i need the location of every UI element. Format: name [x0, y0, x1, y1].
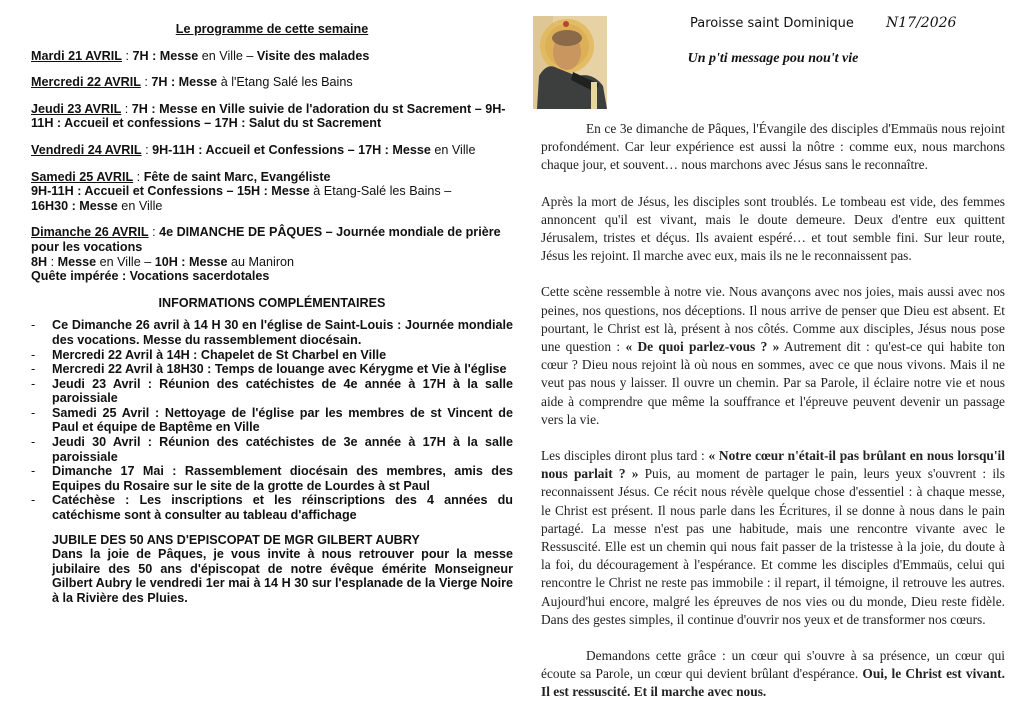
jubilee-title: JUBILE DES 50 ANS D'EPISCOPAT DE MGR GILBERT AUBRY: [52, 532, 420, 547]
text: Demandons cette grâce : un cœur qui s'ouvre à sa présence, un cœur qui écoute sa Parole, un cœur qui devient brûlant d'espérance.: [541, 648, 1005, 682]
info-item-text: Mercredi 22 Avril à 14H : Chapelet de St Charbel en Ville: [52, 347, 387, 362]
text: en Ville: [430, 142, 476, 157]
message-subtitle: Un p'ti message pou nou't vie: [687, 51, 859, 66]
info-item: [31, 348, 513, 363]
day-schedule-item: [31, 102, 513, 131]
bold-text: Oui, le Christ est vivant. Il est ressuscité. Et il marche avec nous.: [541, 666, 1005, 700]
text: :: [47, 254, 58, 269]
info-item: [31, 464, 513, 493]
jubilee-text: Dans la joie de Pâques, je vous invite à nous retrouver pour la messe jubilaire des 50 ans d'épiscopat de notre évêque émérite Monseigneur Gilbert Aubry le vendredi 1er mai à 14 H 30 sur l'esplanade de la Vierge Noire à la Rivière des Pluies.: [52, 547, 513, 605]
day-schedule-item: [31, 49, 513, 64]
bullet-dash: -: [31, 493, 36, 508]
text: à l'Etang Salé les Bains: [217, 75, 353, 90]
bold-text: 16H30 : Messe: [31, 198, 118, 213]
text: Autrement dit : qu'est-ce qui habite ton cœur ? Dieu nous rejoint là où nous en sommes, avec ce que nous vivons. Mais il ne veut pas nous y laisser. Il ouvre un chemin. Par sa Parole, il éclaire notre vie et nous aide à comprendre que même la souffrance et l'épreuve peuvent devenir un passage vers la vie.: [541, 339, 1006, 427]
info-item: [31, 362, 513, 377]
bold-text: Messe: [57, 254, 97, 269]
day-date: Dimanche 26 AVRIL: [31, 225, 149, 240]
bold-text: 8H: [31, 254, 48, 269]
bullet-dash: -: [31, 405, 36, 420]
info-item-text: Jeudi 30 Avril : Réunion des catéchistes de 3e année à 17H à la salle paroissiale: [52, 435, 513, 464]
text: :: [141, 142, 153, 157]
message-paragraph: [541, 283, 1005, 429]
day-date: Samedi 25 AVRIL: [31, 169, 134, 184]
info-item-text: Dimanche 17 Mai : Rassemblement diocésain des membres, amis des Equipes du Rosaire sur le site de la grotte de Lourdes à st Paul: [52, 464, 513, 493]
text: :: [148, 225, 160, 240]
message-body: [541, 120, 1005, 720]
bold-text: 10H : Messe: [154, 254, 228, 269]
bold-text: 7H : Messe en Ville suivie de l'adoration du st Sacrement – 9H-11H : Accueil et confessions – 17H : Salut du st Sacrement: [31, 101, 506, 131]
bold-text: 9H-11H : Accueil et Confessions – 15H : Messe: [31, 184, 310, 199]
bold-text: « Notre cœur n'était-il pas brûlant en nous lorsqu'il nous parlait ? »: [541, 448, 1005, 482]
day-schedule-item: [31, 225, 513, 283]
text: Après la mort de Jésus, les disciples sont troublés. Le tombeau est vide, des femmes annoncent qu'il est vivant, mais le doute demeure. Deux d'entre eux quittent Jérusalem, tristes et déçus. Ils avaient espéré… et tout semble fini. Sur leur route, Jésus les rejoint. Il marche avec eux, mais ils ne le reconnaissent pas.: [541, 193, 1005, 264]
day-date: Mardi 21 AVRIL: [31, 48, 122, 63]
program-title: Le programme de cette semaine: [175, 22, 369, 36]
text: en Ville –: [96, 254, 155, 269]
text: Puis, au moment de partager le pain, leurs yeux s'ouvrent : ils reconnaissent Jésus. Ce récit nous révèle quelque chose d'essentiel : à chaque messe, le Christ est présent. Il nous parle dans les Écritures, il se donne à nous dans le pain partagé. La messe n'est pas une habitude, mais une rencontre vivante avec le Ressuscité. Elle est un chemin qui nous fait passer de la tristesse à la joie, du doute à la foi, du découragement à l'espérance. Et comme les disciples d'Emmaüs, celui qui rencontre le Christ ne reste pas immobile : il repart, il témoigne, il retrouve les autres. Aujourd'hui encore, malgré les épreuves de nos vies ou du monde, Dieu reste fidèle. Dans des gestes simples, il continue d'ouvrir nos yeux et de transformer nos cœurs.: [541, 466, 1005, 627]
jubilee-announcement: [52, 533, 513, 606]
info-item: [31, 406, 513, 435]
bold-text: 7H : Messe: [132, 48, 199, 63]
message-paragraph: [541, 193, 1005, 266]
bold-text: « De quoi parlez-vous ? »: [625, 339, 780, 355]
info-item: [31, 435, 513, 464]
text: Les disciples diront plus tard :: [541, 448, 709, 464]
bullet-dash: -: [31, 376, 36, 391]
text: à Etang-Salé les Bains –: [309, 184, 452, 199]
day-date: Mercredi 22 AVRIL: [31, 75, 141, 90]
text: :: [133, 169, 144, 184]
info-item: [31, 377, 513, 406]
info-item: [31, 318, 513, 347]
text: :: [140, 75, 152, 90]
message-paragraph: [541, 647, 1005, 702]
text: :: [121, 101, 132, 116]
parish-name: Paroisse saint Dominique: [690, 16, 854, 31]
info-item-text: Samedi 25 Avril : Nettoyage de l'église par les membres de st Vincent de Paul et équipe de Baptême en Ville: [52, 405, 513, 435]
bold-text: Quête impérée : Vocations sacerdotales: [31, 269, 270, 284]
day-schedule-list: [31, 49, 513, 284]
info-item-text: Jeudi 23 Avril : Réunion des catéchistes de 4e année à 17H à la salle paroissiale: [52, 376, 513, 406]
day-schedule-item: [31, 143, 513, 158]
text: au Maniron: [227, 254, 295, 269]
message-paragraph: [541, 447, 1005, 629]
day-schedule-item: [31, 75, 513, 90]
message-paragraph: [541, 120, 1005, 175]
text: en Ville –: [198, 48, 257, 63]
info-item: [31, 493, 513, 522]
day-date: Vendredi 24 AVRIL: [31, 142, 142, 157]
info-item-text: Catéchèse : Les inscriptions et les réinscriptions des 4 années du catéchisme sont à consulter au tableau d'affichage: [52, 493, 513, 523]
issue-number: N17/2026: [886, 15, 957, 31]
bold-text: 7H : Messe: [151, 75, 218, 90]
text: Cette scène ressemble à notre vie. Nous avançons avec nos joies, mais aussi avec nos peines, nos questions, nos déceptions. Il nous arrive de penser que Dieu est absent. Et pourtant, le Christ est là, présent à nos côtés. Comme aux disciples, Jésus nous pose une question :: [541, 284, 1005, 355]
info-list: [31, 318, 513, 522]
text: en Ville: [117, 198, 163, 213]
info-section-title: INFORMATIONS COMPLÉMENTAIRES: [158, 295, 386, 310]
weekly-program-column: [31, 22, 513, 606]
bullet-dash: -: [31, 318, 36, 333]
bold-text: Fête de saint Marc, Evangéliste: [143, 169, 331, 184]
info-item-text: Ce Dimanche 26 avril à 14 H 30 en l'église de Saint-Louis : Journée mondiale des vocations. Messe du rassemblement diocésain.: [52, 318, 513, 347]
bold-text: 4e DIMANCHE DE PÂQUES – Journée mondiale de prière pour les vocations: [31, 225, 501, 254]
bullet-dash: -: [31, 464, 36, 479]
bullet-dash: -: [31, 347, 36, 362]
text: En ce 3e dimanche de Pâques, l'Évangile des disciples d'Emmaüs nous rejoint profondément. Car leur expérience est aussi la nôtre : comme eux, nous marchons chaque jour, et souvent… nous marchons avec Jésus sans le reconnaître.: [541, 121, 1005, 173]
text: :: [121, 48, 133, 63]
bullet-dash: -: [31, 362, 36, 377]
info-item-text: Mercredi 22 Avril à 18H30 : Temps de louange avec Kérygme et Vie à l'église: [52, 362, 507, 377]
day-schedule-item: [31, 170, 513, 214]
bold-text: Visite des malades: [256, 48, 370, 63]
bold-text: 9H-11H : Accueil et Confessions – 17H : Messe: [152, 142, 431, 157]
day-date: Jeudi 23 AVRIL: [31, 101, 122, 116]
bullet-dash: -: [31, 435, 36, 450]
